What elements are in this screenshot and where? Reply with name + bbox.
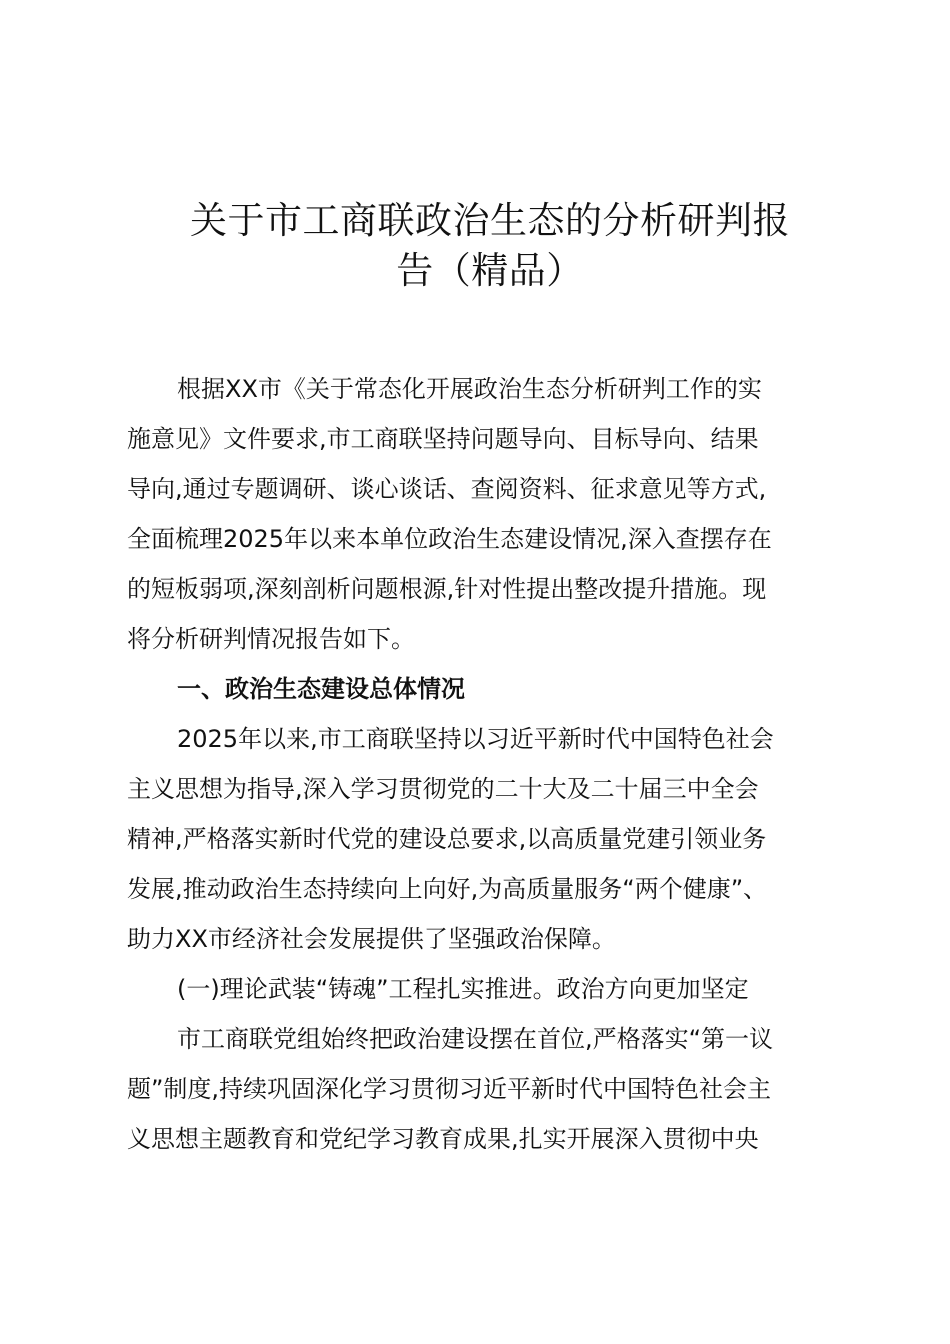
text-line: 助力XX市经济社会发展提供了坚强政治保障。 — [127, 925, 616, 953]
section-heading-1 — [127, 664, 827, 714]
overview-paragraph — [127, 714, 827, 964]
text-line: 将分析研判情况报告如下。 — [127, 625, 415, 653]
text-line: 义思想主题教育和党纪学习教育成果,扎实开展深入贯彻中央 — [127, 1125, 759, 1153]
document-body — [127, 364, 827, 1164]
document-title — [150, 196, 830, 296]
subsection-heading-1 — [127, 964, 827, 1014]
text-line: 市工商联党组始终把政治建设摆在首位,严格落实“第一议 — [177, 1025, 774, 1053]
text-line: 导向,通过专题调研、谈心谈话、查阅资料、征求意见等方式, — [127, 475, 767, 503]
text-line: 全面梳理2025年以来本单位政治生态建设情况,深入查摆存在 — [127, 525, 772, 553]
text-line: 主义思想为指导,深入学习贯彻党的二十大及二十届三中全会 — [127, 775, 759, 803]
intro-paragraph — [127, 364, 827, 664]
title-line-1: 关于市工商联政治生态的分析研判报 — [190, 199, 790, 242]
title-line-2: 告（精品） — [396, 249, 584, 292]
heading-line: 一、政治生态建设总体情况 — [177, 675, 465, 703]
text-line: 的短板弱项,深刻剖析问题根源,针对性提出整改提升措施。现 — [127, 575, 767, 603]
text-line: 施意见》文件要求,市工商联坚持问题导向、目标导向、结果 — [127, 425, 759, 453]
text-line: 发展,推动政治生态持续向上向好,为高质量服务“两个健康”、 — [127, 875, 768, 903]
text-line: 2025年以来,市工商联坚持以习近平新时代中国特色社会 — [177, 725, 774, 753]
subsection-paragraph — [127, 1014, 827, 1164]
text-line: 根据XX市《关于常态化开展政治生态分析研判工作的实 — [177, 375, 762, 403]
subheading-line: (一)理论武装“铸魂”工程扎实推进。政治方向更加坚定 — [177, 975, 749, 1003]
text-line: 题”制度,持续巩固深化学习贯彻习近平新时代中国特色社会主 — [127, 1075, 772, 1103]
text-line: 精神,严格落实新时代党的建设总要求,以高质量党建引领业务 — [127, 825, 767, 853]
